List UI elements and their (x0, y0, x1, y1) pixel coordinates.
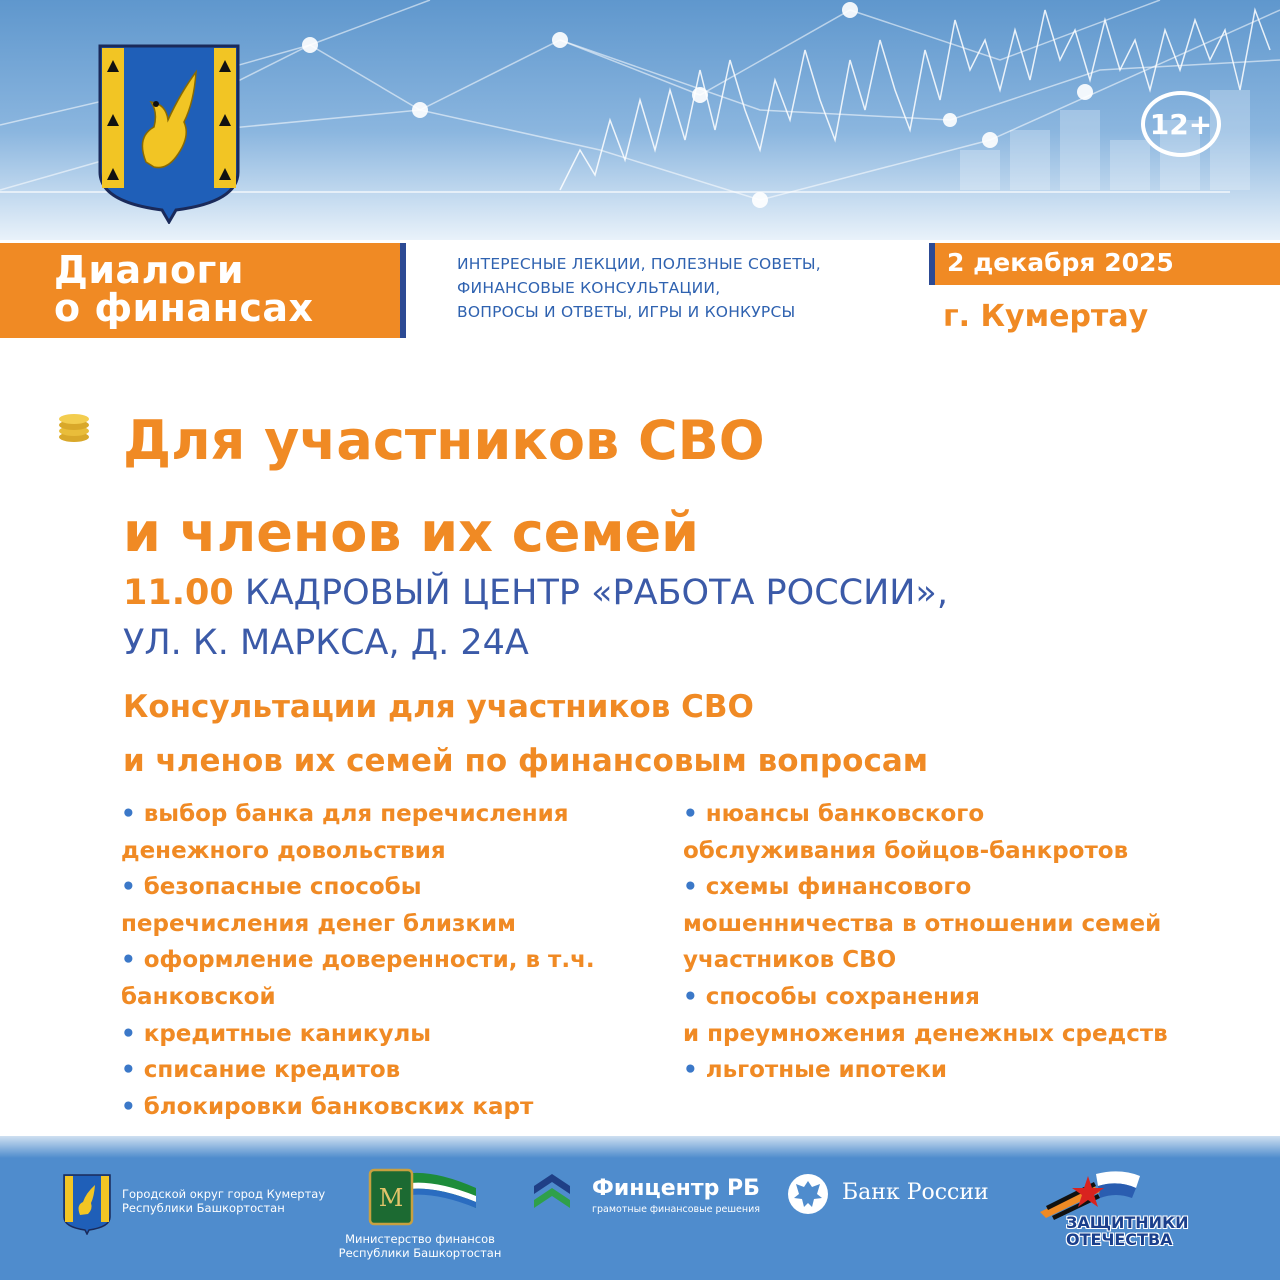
list-item: • списание кредитов (121, 1057, 401, 1084)
topics-list-left (121, 796, 681, 1125)
list-item: • кредитные каникулы (121, 1020, 432, 1047)
list-item: денежного довольствия (121, 837, 446, 864)
main-title-line1: Для участников СВО (123, 409, 765, 472)
venue-line1: КАДРОВЫЙ ЦЕНТР «РАБОТА РОССИИ», (244, 573, 948, 613)
event-name (54, 248, 314, 330)
minfin-logo-icon (356, 1166, 478, 1228)
kumertau-line2: Республики Башкортостан (122, 1201, 285, 1215)
consultation-line2: и членов их семей по финансовым вопросам (123, 743, 929, 779)
minfin-line1: Министерство финансов (345, 1232, 495, 1246)
main-title (123, 395, 765, 579)
list-item: обслуживания бойцов-банкротов (683, 837, 1129, 864)
defenders-logo-text (1066, 1214, 1189, 1248)
event-city: г. Кумертау (943, 299, 1149, 334)
main-title-line2: и членов их семей (123, 501, 699, 564)
venue-line2: УЛ. К. МАРКСА, Д. 24А (123, 623, 529, 663)
kumertau-logo-icon (62, 1173, 112, 1235)
list-item: мошенничества в отношении семей (683, 910, 1162, 937)
svg-text:M: M (378, 1184, 404, 1212)
list-item: • льготные ипотеки (683, 1057, 948, 1084)
fincenter-subtitle: грамотные финансовые решения (592, 1204, 760, 1215)
list-item: • способы сохранения (683, 983, 980, 1010)
tagline-line1: ИНТЕРЕСНЫЕ ЛЕКЦИИ, ПОЛЕЗНЫЕ СОВЕТЫ, (457, 255, 821, 273)
bank-of-russia-name: Банк России (842, 1180, 989, 1205)
topics-list-right (683, 796, 1263, 1089)
coins-icon (56, 411, 92, 443)
consultation-line1: Консультации для участников СВО (123, 689, 754, 725)
age-rating-badge: 12+ (1141, 91, 1221, 157)
kumertau-coat-of-arms (96, 42, 242, 224)
event-name-line1: Диалоги (54, 248, 245, 292)
bank-of-russia-eagle-icon (786, 1172, 830, 1216)
defenders-line1: ЗАЩИТНИКИ (1066, 1213, 1189, 1232)
list-item: участников СВО (683, 947, 897, 974)
event-date: 2 декабря 2025 (947, 248, 1174, 277)
fincenter-logo-icon (534, 1170, 570, 1216)
minfin-logo-text (320, 1232, 520, 1260)
list-item: • оформление доверенности, в т.ч. (121, 947, 595, 974)
list-item: • выбор банка для перечисления (121, 801, 569, 827)
event-venue (123, 568, 948, 668)
list-item: • схемы финансового (683, 874, 972, 901)
tagline-line3: ВОПРОСЫ И ОТВЕТЫ, ИГРЫ И КОНКУРСЫ (457, 303, 796, 321)
list-item: перечисления денег близким (121, 910, 516, 937)
list-item: • нюансы банковского (683, 801, 985, 827)
event-tagline (457, 252, 821, 324)
list-item: • безопасные способы (121, 874, 422, 901)
kumertau-logo-text (122, 1187, 325, 1215)
list-item: банковской (121, 983, 276, 1010)
minfin-line2: Республики Башкортостан (338, 1246, 502, 1260)
list-item: • блокировки банковских карт (121, 1093, 534, 1120)
event-name-line2: о финансах (54, 286, 314, 330)
list-item: и преумножения денежных средств (683, 1020, 1168, 1047)
fincenter-name: Финцентр РБ (592, 1176, 760, 1201)
event-time: 11.00 (123, 573, 234, 613)
defenders-line2: ОТЕЧЕСТВА (1066, 1230, 1173, 1249)
kumertau-line1: Городской округ город Кумертау (122, 1187, 326, 1201)
consultation-heading (123, 680, 928, 788)
tagline-line2: ФИНАНСОВЫЕ КОНСУЛЬТАЦИИ, (457, 279, 721, 297)
